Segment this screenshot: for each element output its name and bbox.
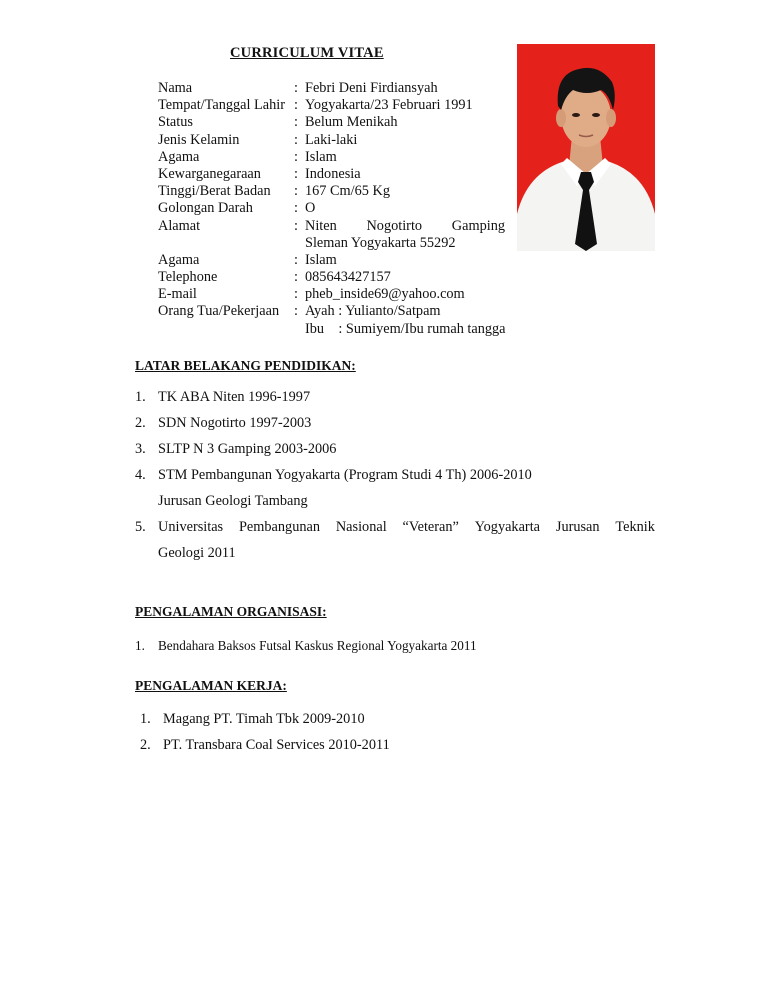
info-label: Agama bbox=[158, 251, 200, 268]
profile-photo-image bbox=[517, 44, 655, 251]
list-number: 2. bbox=[135, 415, 146, 431]
address-word: Nogotirto bbox=[366, 217, 423, 234]
list-word: Universitas bbox=[158, 519, 224, 535]
list-number: 2. bbox=[140, 737, 151, 753]
info-label: Telephone bbox=[158, 269, 218, 286]
info-value: Ayah : Yulianto/Satpam bbox=[305, 303, 441, 320]
info-colon: : bbox=[294, 286, 298, 303]
info-label: Status bbox=[158, 114, 193, 131]
list-text: SLTP N 3 Gamping 2003-2006 bbox=[158, 441, 337, 457]
list-item bbox=[135, 462, 655, 488]
list-word: Nasional bbox=[335, 519, 387, 535]
parent-line-2: Ibu : Sumiyem/Ibu rumah tangga bbox=[305, 320, 506, 337]
list-text: STM Pembangunan Yogyakarta (Program Studi 4 Th) 2006-2010 bbox=[158, 467, 532, 483]
info-label: Tempat/Tanggal Lahir bbox=[158, 97, 286, 114]
list-number: 1. bbox=[140, 711, 151, 727]
info-colon: : bbox=[294, 303, 298, 320]
address-word: Niten bbox=[305, 217, 337, 234]
list-text: Magang PT. Timah Tbk 2009-2010 bbox=[163, 711, 365, 727]
list-text: PT. Transbara Coal Services 2010-2011 bbox=[163, 737, 390, 753]
list-item-continuation bbox=[135, 540, 655, 566]
info-colon: : bbox=[294, 131, 298, 148]
list-item bbox=[135, 410, 655, 436]
info-value: Febri Deni Firdiansyah bbox=[305, 80, 438, 96]
list-word: “Veteran” bbox=[402, 519, 459, 535]
info-label: Kewarganegaraan bbox=[158, 165, 261, 182]
info-colon: : bbox=[294, 148, 298, 165]
info-value: Laki-laki bbox=[305, 131, 358, 148]
list-item-continuation bbox=[135, 488, 655, 514]
list-word: Teknik bbox=[615, 519, 655, 535]
list-text: Bendahara Baksos Futsal Kaskus Regional Yogyakarta 2011 bbox=[158, 638, 477, 653]
info-label: Agama bbox=[158, 148, 200, 165]
address-line-1 bbox=[305, 218, 505, 235]
cv-title: CURRICULUM VITAE bbox=[230, 45, 384, 61]
list-number: 3. bbox=[135, 441, 146, 457]
education-list bbox=[135, 384, 655, 566]
info-label: Orang Tua/Pekerjaan bbox=[158, 303, 280, 320]
address-line-2: Sleman Yogyakarta 55292 bbox=[305, 234, 456, 251]
list-text bbox=[158, 514, 655, 540]
info-value: pheb_inside69@yahoo.com bbox=[305, 286, 465, 303]
info-label: Alamat bbox=[158, 217, 201, 234]
list-text: SDN Nogotirto 1997-2003 bbox=[158, 415, 312, 431]
info-value: O bbox=[305, 200, 316, 217]
info-value: 085643427157 bbox=[305, 269, 391, 286]
list-number: 4. bbox=[135, 467, 146, 483]
info-label: Nama bbox=[158, 80, 193, 96]
info-colon: : bbox=[294, 97, 298, 114]
info-colon: : bbox=[294, 217, 298, 234]
info-colon: : bbox=[294, 80, 298, 96]
organization-list bbox=[135, 633, 615, 659]
list-number: 1. bbox=[135, 389, 146, 405]
info-value: Islam bbox=[305, 148, 337, 165]
list-text: Jurusan Geologi Tambang bbox=[158, 493, 308, 509]
info-label: Jenis Kelamin bbox=[158, 131, 240, 148]
info-value: Belum Menikah bbox=[305, 114, 398, 131]
list-word: Pembangunan bbox=[238, 519, 320, 535]
list-text: TK ABA Niten 1996-1997 bbox=[158, 389, 311, 405]
info-colon: : bbox=[294, 114, 298, 131]
info-value: Indonesia bbox=[305, 165, 361, 182]
info-label: Tinggi/Berat Badan bbox=[158, 183, 271, 200]
info-colon: : bbox=[294, 269, 298, 286]
address-word: Gamping bbox=[451, 217, 505, 234]
list-text: Geologi 2011 bbox=[158, 545, 236, 561]
profile-photo bbox=[517, 44, 655, 251]
info-label: E-mail bbox=[158, 286, 197, 303]
organization-heading: PENGALAMAN ORGANISASI: bbox=[135, 604, 327, 619]
work-heading: PENGALAMAN KERJA: bbox=[135, 678, 287, 693]
info-colon: : bbox=[294, 200, 298, 217]
list-number: 1. bbox=[135, 638, 145, 653]
info-value: 167 Cm/65 Kg bbox=[305, 183, 390, 200]
education-heading: LATAR BELAKANG PENDIDIKAN: bbox=[135, 358, 356, 373]
list-item bbox=[135, 384, 655, 410]
list-item bbox=[135, 436, 655, 462]
info-colon: : bbox=[294, 251, 298, 268]
info-colon: : bbox=[294, 183, 298, 200]
list-word: Jurusan bbox=[555, 519, 600, 535]
list-word: Yogyakarta bbox=[474, 519, 541, 535]
list-number: 5. bbox=[135, 519, 146, 535]
list-item bbox=[135, 633, 615, 659]
info-label: Golongan Darah bbox=[158, 200, 253, 217]
info-value: Islam bbox=[305, 251, 337, 268]
info-colon: : bbox=[294, 165, 298, 182]
list-item bbox=[135, 514, 655, 540]
info-value: Yogyakarta/23 Februari 1991 bbox=[305, 97, 473, 114]
